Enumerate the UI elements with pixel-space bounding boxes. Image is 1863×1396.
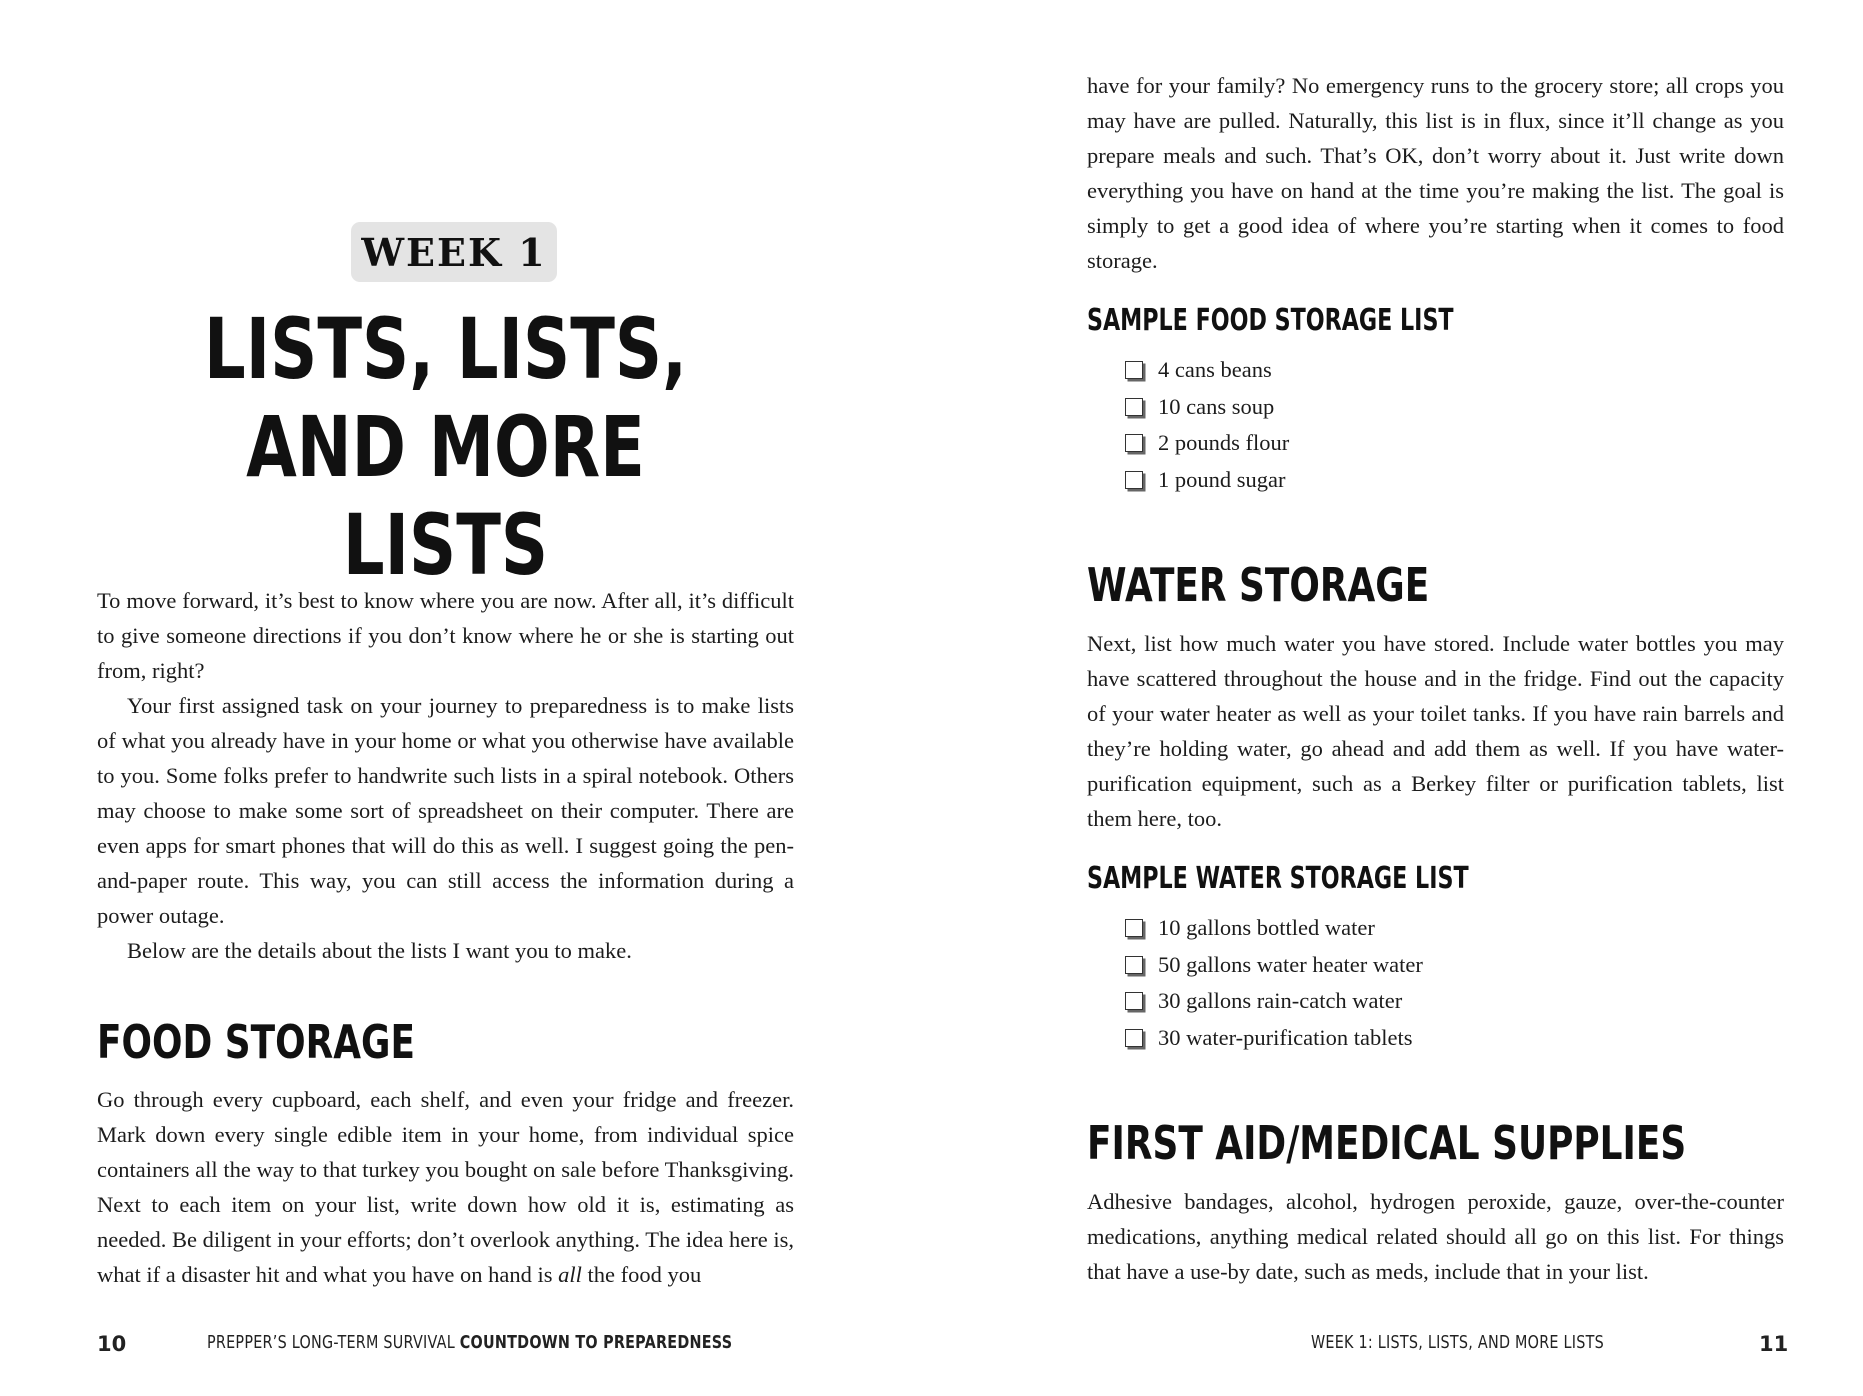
list-item: 2 pounds flour <box>1125 425 1289 462</box>
week-badge: WEEK 1 <box>351 222 557 282</box>
checkbox-icon <box>1125 919 1143 937</box>
food-text-after: the food you <box>581 1262 702 1287</box>
left-page <box>0 0 931 1396</box>
intro-paragraph-3: Below are the details about the lists I want you to make. <box>127 938 632 963</box>
food-storage-heading: FOOD STORAGE <box>97 1015 415 1069</box>
chapter-title-line-1: LISTS, LISTS, <box>204 300 687 398</box>
page-number-left: 10 <box>97 1332 127 1356</box>
continued-text <box>1087 68 1784 278</box>
checkbox-icon <box>1125 992 1143 1010</box>
list-item: 30 gallons rain-catch water <box>1125 983 1423 1020</box>
page-number-right: 11 <box>1759 1332 1789 1356</box>
chapter-title-line-2: AND MORE LISTS <box>246 398 645 594</box>
list-item: 10 cans soup <box>1125 389 1289 426</box>
food-checklist <box>1125 352 1289 498</box>
list-item: 30 water-purification tablets <box>1125 1020 1423 1057</box>
water-storage-text <box>1087 626 1784 836</box>
food-storage-text <box>97 1082 794 1292</box>
list-item: 1 pound sugar <box>1125 462 1289 499</box>
list-item: 4 cans beans <box>1125 352 1289 389</box>
list-item: 10 gallons bottled water <box>1125 910 1423 947</box>
water-storage-paragraph: Next, list how much water you have stored. Include water bottles you may have scattered throughout the house and in the fridge. Find out the capacity of your water heater as well as your toilet tanks. If you have rain barrels and they’re holding water, go ahead and add them as well. If you have water-purification equipment, such as a Berkey filter or purification tablets, list them here, too. <box>1087 631 1784 831</box>
checkbox-icon <box>1125 956 1143 974</box>
intro-text <box>97 583 794 968</box>
sample-water-list-heading: SAMPLE WATER STORAGE LIST <box>1087 861 1469 896</box>
list-item: 50 gallons water heater water <box>1125 947 1423 984</box>
checkbox-icon <box>1125 1029 1143 1047</box>
first-aid-paragraph: Adhesive bandages, alcohol, hydrogen peroxide, gauze, over-the-counter medications, anything medical related should all go on this list. For things that have a use-by date, such as meds, include that in your list. <box>1087 1189 1784 1284</box>
food-text-emphasis: all <box>558 1262 582 1287</box>
checkbox-icon <box>1125 471 1143 489</box>
running-head-regular: PREPPER’S LONG-TERM SURVIVAL <box>207 1333 460 1353</box>
checkbox-icon <box>1125 398 1143 416</box>
running-head-right: WEEK 1: LISTS, LISTS, AND MORE LISTS <box>1311 1333 1604 1353</box>
food-text-before: Go through every cupboard, each shelf, and even your fridge and freezer. Mark down every single edible item in your home, from individual spice containers all the way to that turkey you bought on sale before Thanksgiving. Next to each item on your list, write down how old it is, estimating as needed. Be diligent in your efforts; don’t overlook anything. The idea here is, what if a disaster hit and what you have on hand is <box>97 1087 794 1287</box>
first-aid-heading: FIRST AID/MEDICAL SUPPLIES <box>1087 1116 1687 1170</box>
intro-paragraph-1: To move forward, it’s best to know where you are now. After all, it’s difficult to give someone directions if you don’t know where he or she is starting out from, right? <box>97 588 794 683</box>
first-aid-text <box>1087 1184 1784 1289</box>
food-storage-paragraph <box>97 1082 794 1292</box>
sample-food-list-heading: SAMPLE FOOD STORAGE LIST <box>1087 303 1454 338</box>
chapter-title <box>174 300 718 594</box>
continued-paragraph: have for your family? No emergency runs to the grocery store; all crops you may have are pulled. Naturally, this list is in flux, since it’ll change as you prepare meals and such. That’s OK, don’t worry about it. Just write down everything you have on hand at the time you’re making the list. The goal is simply to get a good idea of where you’re starting when it comes to food storage. <box>1087 73 1784 273</box>
water-checklist <box>1125 910 1423 1056</box>
water-storage-heading: WATER STORAGE <box>1087 558 1430 612</box>
checkbox-icon <box>1125 434 1143 452</box>
running-head-left <box>207 1333 732 1353</box>
intro-paragraph-2: Your first assigned task on your journey to preparedness is to make lists of what you already have in your home or what you otherwise have available to you. Some folks prefer to handwrite such lists in a spiral notebook. Others may choose to make some sort of spreadsheet on their computer. There are even apps for smart phones that will do this as well. I suggest going the pen-and-paper route. This way, you can still access the information during a power outage. <box>97 693 794 928</box>
checkbox-icon <box>1125 361 1143 379</box>
running-head-bold: COUNTDOWN TO PREPAREDNESS <box>459 1333 733 1353</box>
